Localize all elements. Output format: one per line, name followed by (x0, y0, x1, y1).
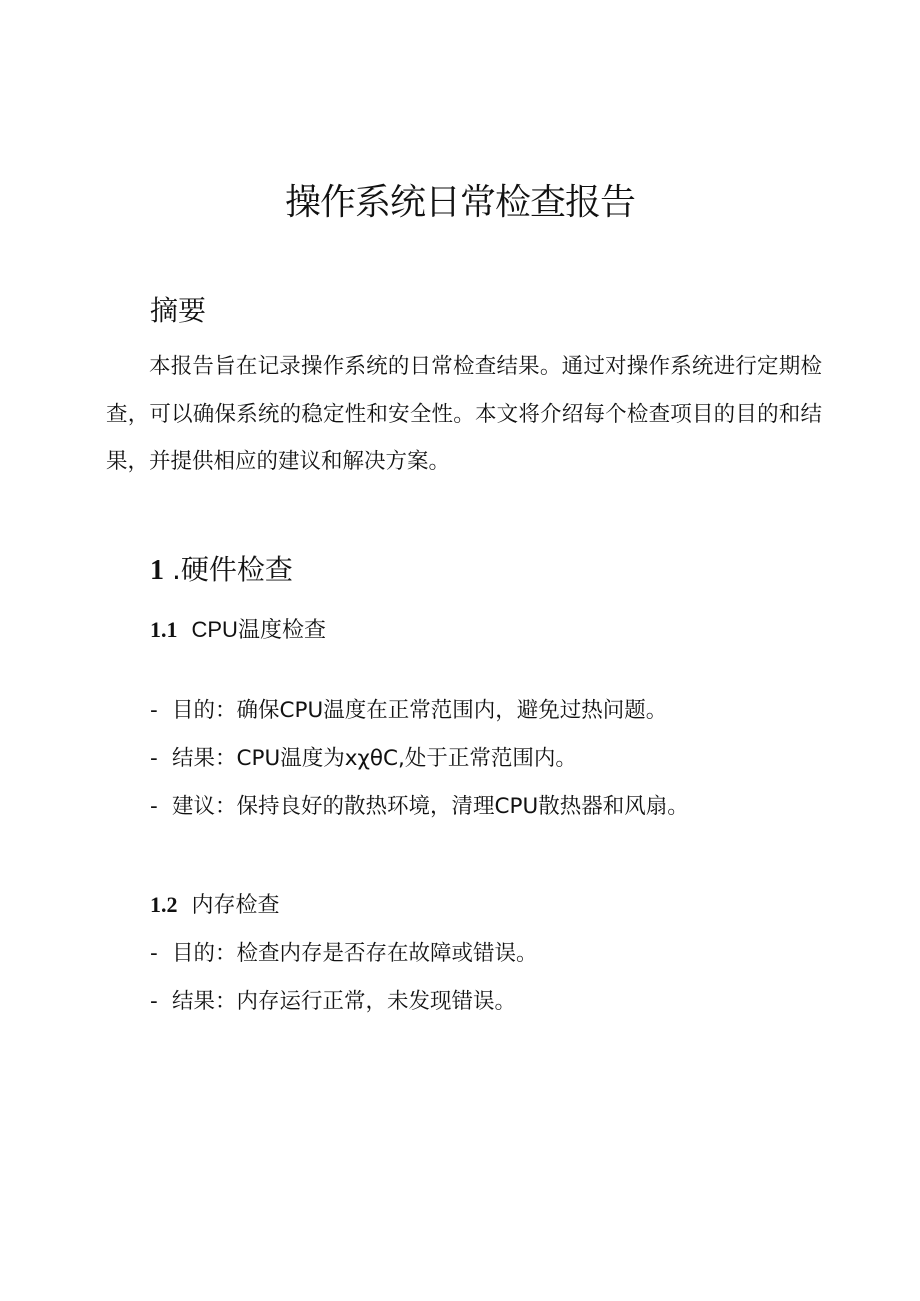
abstract-heading: 摘要 (150, 294, 207, 327)
section-1-2-title: 内存检查 (191, 893, 280, 918)
list-item-text: 结果：内存运行正常，未发现错误。 (172, 989, 517, 1014)
section-1-1-heading (150, 614, 326, 647)
bullet-marker: - (150, 989, 158, 1014)
abstract-paragraph: 本报告旨在记录操作系统的日常检查结果。通过对操作系统进行定期检查，可以确保系统的稳定性和安全性。本文将介绍每个检查项目的目的和结果，并提供相应的建议和解决方案。 (106, 354, 822, 474)
list-item (150, 986, 516, 1018)
bullet-marker: - (150, 941, 158, 966)
section-1-2-number: 1.2 (150, 892, 178, 917)
section-1-title: .硬件检查 (172, 553, 293, 586)
section-1-heading (150, 550, 293, 591)
section-1-1-number: 1.1 (150, 617, 178, 642)
bullet-marker: - (150, 794, 158, 819)
list-item-text: 结果：CPU温度为xχθC,处于正常范围内。 (172, 746, 577, 771)
bullet-marker: - (150, 746, 158, 771)
list-item-text: 目的：确保CPU温度在正常范围内，避免过热问题。 (172, 698, 668, 723)
section-1-number: 1 (150, 555, 164, 586)
list-item-text: 建议：保持良好的散热环境，清理CPU散热器和风扇。 (172, 794, 689, 819)
section-1-1-title: CPU温度检查 (191, 617, 326, 642)
list-item (150, 743, 577, 775)
section-1-2-heading (150, 889, 280, 922)
bullet-marker: - (150, 698, 158, 723)
document-title: 操作系统日常检查报告 (284, 182, 635, 223)
list-item (150, 938, 538, 970)
list-item (150, 791, 689, 823)
list-item-text: 目的：检查内存是否存在故障或错误。 (172, 941, 538, 966)
list-item (150, 695, 667, 727)
